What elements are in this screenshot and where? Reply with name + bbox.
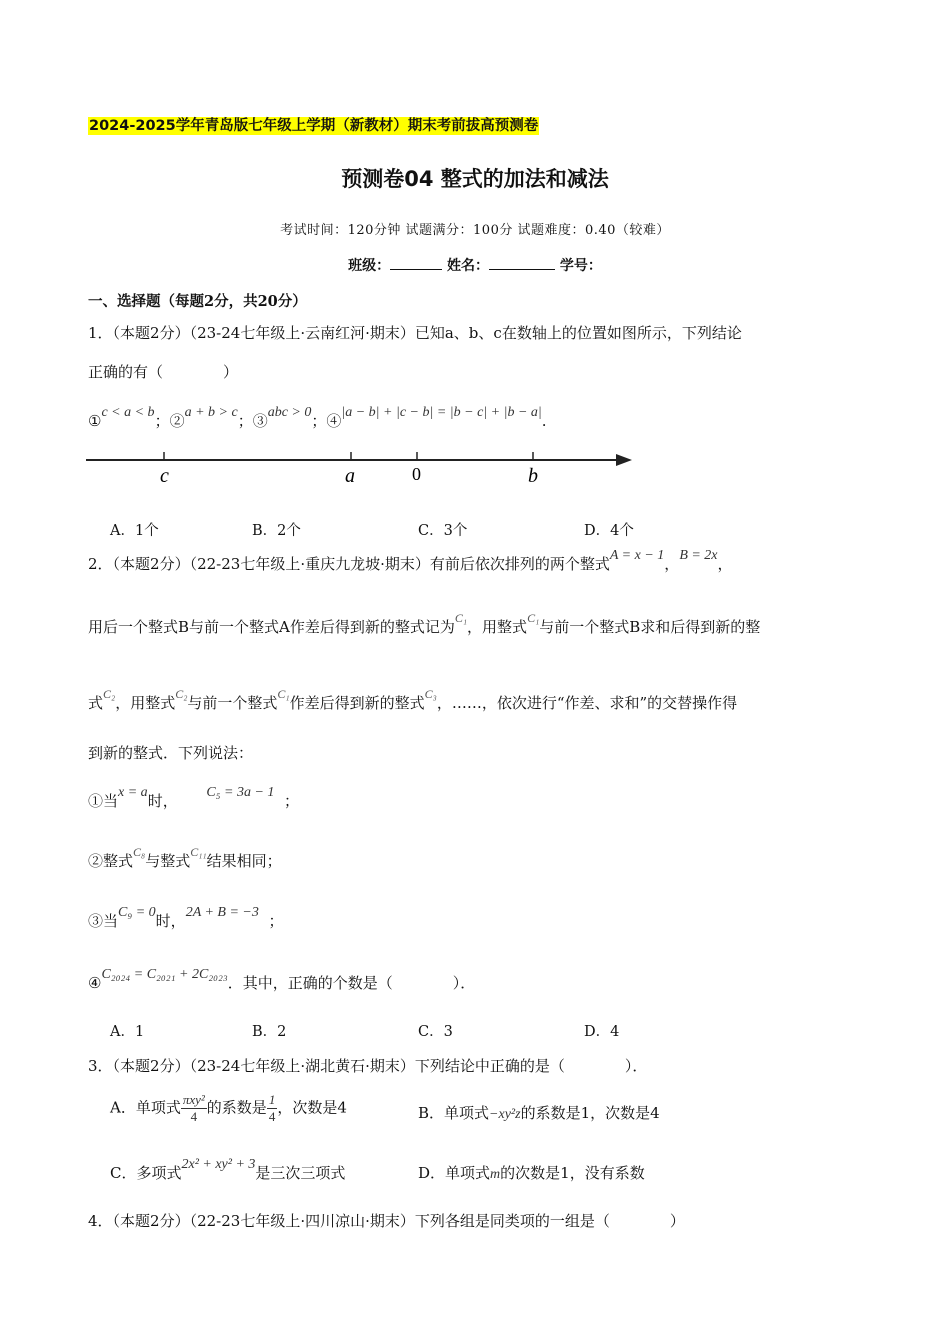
q3-option-b[interactable] (418, 1102, 660, 1123)
q2-stem-line1 (88, 548, 733, 574)
q2-comma-2: ， (717, 555, 733, 573)
section-heading: 一、选择题（每题2分，共20分） (88, 293, 307, 310)
q2-option-a[interactable]: A．1 (110, 1024, 145, 1040)
q2-s3-text-d: ； (268, 912, 284, 930)
q2-s1-c5: C₅ = 3a − 1 (206, 785, 275, 800)
q2-stem-line2 (88, 611, 761, 637)
q2-c2: C₂ (103, 687, 116, 701)
q3-d-text-pre: D．单项式 (418, 1164, 491, 1182)
q2-text-3a: 式 (88, 694, 104, 712)
q2-statement-4 (88, 967, 476, 993)
q2-text-3d: 作差后得到新的整式 (289, 694, 425, 712)
label-a: a (345, 465, 355, 487)
label-c: c (160, 465, 169, 487)
q1-option-c[interactable]: C．3个 (418, 523, 468, 539)
q2-stem-line4: 到新的整式．下列说法： (88, 744, 254, 762)
q1-mark-2: ；② (154, 412, 185, 430)
q3-c-text-end: 是三次三项式 (255, 1164, 346, 1182)
name-label: 姓名： (447, 258, 489, 274)
q1-mark-1: ① (88, 412, 102, 430)
q2-s1-text-b: 时， (147, 792, 178, 810)
q2-s1-x: x = a (118, 785, 148, 800)
page-title: 预测卷04 整式的加法和减法 (341, 167, 609, 191)
q4-stem: 4．（本题2分）（22-23七年级上·四川凉山·期末）下列各组是同类项的一组是（ ） (88, 1212, 685, 1230)
class-blank (390, 255, 442, 270)
q1-mark-4: ；④ (311, 412, 342, 430)
q2-text-2c: 与前一个整式B求和后得到新的整 (539, 618, 761, 636)
q2-text-3c: 与前一个整式 (187, 694, 278, 712)
label-0: 0 (412, 464, 421, 484)
q3-a-text-mid: 的系数是 (206, 1098, 267, 1117)
q2-s3-expr: 2A + B = −3 (185, 905, 259, 920)
q3-d-m: m (490, 1167, 501, 1182)
name-blank (489, 255, 555, 270)
q1-stem-line1: 1．（本题2分）（23-24七年级上·云南红河·期末）已知a、b、c在数轴上的位置如图所示，下列结论 (88, 324, 742, 342)
q2-s2-text-d: 结果相同； (206, 852, 282, 870)
q1-stem-line2: 正确的有（ ） (88, 363, 239, 381)
q2-c1: C₁ (454, 611, 468, 625)
q3-a-text-pre: A．单项式 (110, 1098, 181, 1117)
q3-a-numerator: πxy² (182, 1092, 205, 1107)
q1-condition-1: c < a < b (101, 405, 155, 420)
q2-s2-text-b: 与整式 (145, 852, 191, 870)
q3-a-coef-den: 4 (268, 1109, 276, 1124)
number-line (86, 446, 636, 490)
q2-s1-text-a: ①当 (88, 792, 119, 810)
q3-a-coef-num: 1 (268, 1092, 276, 1107)
q3-option-d[interactable] (418, 1162, 645, 1183)
q1-option-b[interactable]: B．2个 (252, 523, 301, 539)
q3-a-denominator: 4 (190, 1109, 198, 1124)
q2-s3-text-a: ③当 (88, 912, 119, 930)
exam-meta: 考试时间：120分钟 试题满分：100分 试题难度：0.40（较难） (280, 223, 670, 238)
q2-statement-3 (88, 905, 284, 931)
q2-text-3e: ，……，依次进行“作差、求和”的交替操作得 (436, 694, 738, 712)
q1-option-d[interactable]: D．4个 (584, 523, 634, 539)
q2-comma: ， (664, 555, 680, 573)
q2-s3-c9: C₉ = 0 (118, 905, 156, 920)
q2-s4-text-b: ．其中，正确的个数是（ ）． (227, 974, 476, 992)
q2-c1c: C₁ (277, 687, 290, 701)
q3-b-expr: −xy²z (489, 1107, 521, 1122)
q2-s4-expr: C₂₀₂₄ = C₂₀₂₁ + 2C₂₀₂₃ (101, 967, 228, 982)
q3-a-coefficient (267, 1092, 278, 1125)
class-label: 班级： (348, 258, 391, 274)
q1-mark-3: ；③ (237, 412, 268, 430)
student-info-line (0, 255, 950, 275)
q1-conditions (88, 405, 547, 431)
q1-end-period: . (541, 412, 547, 430)
q2-text-3b: ，用整式 (115, 694, 176, 712)
q2-text-1: 2．（本题2分）（22-23七年级上·重庆九龙坡·期末）有前后依次排列的两个整式 (88, 555, 610, 573)
q2-s3-text-b: 时， (155, 912, 186, 930)
q2-expr-b: B = 2x (679, 548, 718, 563)
series-title: 2024-2025学年青岛版七年级上学期（新教材）期末考前拔高预测卷 (89, 118, 539, 134)
q3-stem: 3．（本题2分）（23-24七年级上·湖北黄石·期末）下列结论中正确的是（ ）． (88, 1057, 648, 1075)
q3-d-text-end: 的次数是1，没有系数 (500, 1164, 645, 1182)
q2-c2b: C₂ (175, 687, 188, 701)
q3-option-c[interactable] (110, 1157, 346, 1183)
q2-c1b: C₁ (527, 611, 540, 625)
q3-c-expr: 2x² + xy² + 3 (181, 1157, 256, 1172)
axis-arrow (616, 454, 632, 466)
id-label: 学号： (559, 258, 602, 274)
q2-s2-c8: C₈ (133, 845, 146, 859)
q2-statement-1 (88, 785, 299, 811)
q1-option-a[interactable]: A．1个 (110, 523, 159, 539)
q3-option-a[interactable] (110, 1092, 347, 1125)
q2-expr-a: A = x − 1 (609, 548, 665, 563)
q2-text-2a: 用后一个整式B与前一个整式A作差后得到新的整式记为 (88, 618, 455, 636)
q2-s1-text-d: ； (283, 792, 299, 810)
label-b: b (528, 465, 538, 487)
q2-c3: C₃ (424, 687, 437, 701)
q2-stem-line3 (88, 687, 738, 713)
q3-a-text-end: ，次数是4 (277, 1098, 347, 1117)
q1-condition-2: a + b > c (184, 405, 238, 420)
q3-a-fraction (181, 1092, 207, 1125)
q2-text-2b: ，用整式 (467, 618, 528, 636)
q3-b-text-pre: B．单项式 (418, 1104, 490, 1122)
q1-condition-4: |a − b| + |c − b| = |b − c| + |b − a| (341, 405, 542, 420)
q2-option-c[interactable]: C．3 (418, 1024, 453, 1040)
q2-option-d[interactable]: D．4 (584, 1024, 620, 1040)
q2-s2-c11: C₁₁ (190, 845, 207, 859)
q2-option-b[interactable]: B．2 (252, 1024, 287, 1040)
q2-s4-text-a: ④ (88, 974, 102, 992)
q2-s2-text-a: ②整式 (88, 852, 134, 870)
q2-statement-2 (88, 845, 282, 871)
q1-condition-3: abc > 0 (267, 405, 312, 420)
q3-c-text-pre: C．多项式 (110, 1164, 182, 1182)
q3-b-text-end: 的系数是1，次数是4 (520, 1104, 660, 1122)
